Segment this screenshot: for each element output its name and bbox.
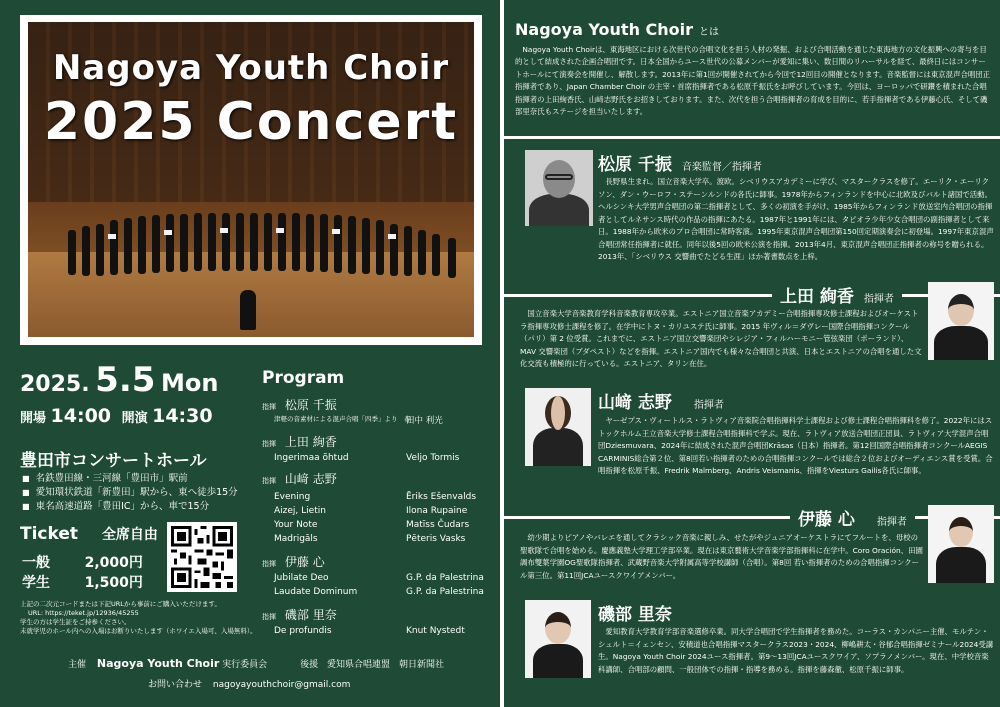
start-label: 開演 [121, 411, 148, 426]
date-day: 5.5 [95, 360, 156, 400]
program-role: 指揮 [262, 560, 276, 568]
work-composer: Knut Nystedt [406, 626, 465, 636]
photo-ueda [928, 282, 994, 360]
price-student [22, 573, 143, 593]
host-name: Nagoya Youth Choir [96, 657, 220, 670]
conductor-name-isobe [598, 600, 672, 625]
conductor-name: 山﨑 志野 [598, 393, 672, 413]
program-block [262, 553, 325, 570]
program-conductor: 磯部 里奈 [284, 608, 337, 622]
price-general [22, 553, 143, 573]
start-time: 14:30 [152, 405, 213, 427]
contact-line [148, 677, 350, 690]
program-block [262, 433, 337, 450]
access-list [22, 472, 238, 514]
conductor-name: 磯部 里奈 [598, 605, 672, 625]
work-composer: Ēriks Ešenvalds [406, 492, 477, 502]
ticket-note: 学生の方は学生証をご持参ください。 [20, 618, 131, 626]
ticket-heading [20, 524, 158, 544]
qr-code-icon [171, 526, 233, 588]
access-item: ■ 愛知環状鉄道「新豊田」駅から、東へ徒歩15分 [22, 486, 238, 500]
host-label: 主催 [68, 660, 87, 670]
about-title-suffix: とは [699, 27, 720, 38]
photo-yamazaki [525, 388, 591, 466]
conductor-role: 指揮者 [876, 517, 907, 528]
program-block [262, 396, 337, 413]
bio-text: 幼少期よりピアノやバレエを通してクラシック音楽に親しみ、せたがやジュニアオーケストラにてフルートを、母校の聖歌隊で合唱を始める。慶應義塾大学理工学部卒業。現在は東京藝術大学音楽学部指揮科に在学中。Coro Oración、田園調布雙葉学園OG聖歌隊指揮者、武蔵野音楽大学附属高等学校講師（合唱）。第8回 若い指揮者のための合唱指揮コンクール第三位。第11回JCAユースクワイアメンバー。 [520, 533, 923, 580]
program-conductor: 山﨑 志野 [284, 472, 337, 486]
conductor-bio [598, 176, 994, 264]
work-title: De profundis [274, 626, 332, 636]
about-title-name: Nagoya Youth Choir [515, 20, 694, 39]
program-title: Program [262, 368, 345, 388]
conductor-name-ueda [772, 282, 902, 307]
work-composer: Veljo Tormis [406, 453, 460, 463]
access-item: ■ 東名高速道路「豊田IC」から、車で15分 [22, 500, 238, 514]
concert-title-line1: Nagoya Youth Choir [52, 48, 450, 88]
program-role: 指揮 [262, 403, 276, 411]
work-composer: Matīss Čudars [406, 520, 470, 530]
bio-text: ヤーゼプス・ヴィートルス・ラトヴィア音楽院合唱指揮科学士課程および修士課程合唱指揮科を修了。2022年にはストックホルム王立音楽大学修士課程合唱指揮科で学ぶ。現在、ラトヴィア放送合唱団正団員、ラトヴィア大学混声合唱団Dziesmuvara、2024年に結成された混声合唱団Krāsas（日本）指揮者。第12回国際合唱指揮者コンクールAEGIS CARMINIS総合第２位、第8回若い指揮者のための合唱指揮コンクールでは総合２位およびオーディエンス賞を受賞。合唱指揮を松原千振、Fredrik Malmberg、Andris Veismanis、指揮をViesturs Gailis各氏に師事。 [598, 416, 993, 475]
program-role: 指揮 [262, 477, 276, 485]
work-title: Ingerimaa õhtud [274, 453, 349, 463]
program-conductor: 上田 絢香 [284, 435, 337, 449]
date-weekday: Mon [160, 369, 219, 397]
access-item: ■ 名鉄豊田線・三河線「豊田市」駅前 [22, 472, 238, 486]
conductor-bio [520, 308, 924, 371]
conductor-name: 松原 千振 [598, 155, 672, 175]
conductor-name: 伊藤 心 [798, 510, 855, 530]
date-year: 2025. [20, 372, 90, 397]
choir-singers [68, 212, 468, 292]
ticket-url[interactable]: URL: https://teket.jp/12936/45255 [28, 609, 139, 617]
bio-text: 愛知教育大学教育学部音楽選修卒業。同大学合唱団で学生指揮者を務めた。コーラス・カンパニー主催、モルテン・シュルト＝イェンセン、安積道也合唱指揮マスタークラス2023・2024、柳嶋耕太・谷郁合唱指揮ゼミナール2024受講生。Nagoya Youth Choir 2024ユース指揮者。第9〜13回JCAユースクワイア、ソプラノメンバー。現在、中学校音楽科講師、合唱部の顧問、一般団体での指揮・指導を務める。指揮を藤森徹、松原千振に師事。 [598, 627, 994, 674]
work-title: Madrigāls [274, 534, 318, 544]
student-label: 学生 [22, 575, 50, 591]
column-divider [500, 0, 504, 707]
program-conductor: 伊藤 心 [284, 555, 325, 569]
work-title: Evening [274, 492, 311, 502]
conductor-bio [598, 415, 994, 478]
concert-times [20, 405, 213, 427]
work-title: Laudate Dominum [274, 587, 358, 597]
concert-date [20, 360, 218, 400]
program-conductor: 松原 千振 [284, 398, 337, 412]
ticket-qr-code[interactable] [167, 522, 237, 592]
ticket-note: 上記の二次元コードまたは下記URLから事前にご購入いただけます。 [20, 600, 221, 608]
conductor-role: 音楽監督／指揮者 [681, 162, 762, 173]
conductor-bio [598, 626, 994, 676]
support-names: 愛知県合唱連盟 朝日新聞社 [326, 660, 444, 670]
section-rule [504, 294, 1000, 297]
general-label: 一般 [22, 555, 50, 571]
work-title: Your Note [274, 520, 318, 530]
seating-type: 全席自由 [101, 527, 158, 543]
venue-name: 豊田市コンサートホール [20, 451, 207, 471]
about-title [515, 20, 719, 39]
student-price: 1,500円 [84, 575, 143, 591]
contact-email[interactable]: nagoyayouthchoir@gmail.com [212, 680, 351, 690]
bio-text: 国立音楽大学音楽教育学科音楽教育専攻卒業。エストニア国立音楽アカデミー合唱指揮専攻修士課程およびオーケストラ指揮専攻修士課程を修了。在学中にトヌ・カリユステ氏に師事。2015 年ヴィル＝ダヴレー国際合唱指揮コンクール（パリ）第 2 位受賞。これまでに、エストニア国立交響楽団やシレジア・フィルハーモニー管弦楽団（ポーランド）、MAV 交響楽団（ブダペスト）などを指揮。エストニア国内でも様々な合唱団と共演、日本とエストニアの合唱を通した文化交流も積極的に行っている。エストニア、タリン在住。 [520, 309, 922, 368]
contact-label: お問い合わせ [148, 680, 203, 690]
photo-matsubara [525, 150, 593, 226]
ticket-note: 未就学児のホール内への入場はお断りいたします（ホワイエ入場可、入場無料）。 [20, 627, 257, 635]
program-role: 指揮 [262, 613, 276, 621]
conductor-name: 上田 絢香 [780, 287, 854, 307]
work-composer: Pēteris Vasks [406, 534, 466, 544]
ticket-prices [22, 553, 143, 593]
photo-isobe [525, 600, 591, 678]
work-title: Aizej, Lietin [274, 506, 326, 516]
work-title: Jubilate Deo [274, 573, 329, 583]
concert-title-line2: 2025 Concert [43, 92, 459, 152]
work-composer: G.P. da Palestrina [406, 587, 484, 597]
work-composer: G.P. da Palestrina [406, 573, 484, 583]
photo-ito [928, 505, 994, 583]
ticket-title: Ticket [20, 524, 79, 544]
conductor-role: 指揮者 [863, 294, 894, 305]
program-role: 指揮 [262, 440, 276, 448]
work-title: 津軽の音素材による混声合唱「四季」より 春 [274, 415, 411, 423]
conductor-name-ito [790, 505, 915, 530]
conductor-role: 指揮者 [693, 400, 724, 411]
conductor-figure [240, 290, 256, 330]
conductor-name-matsubara [598, 150, 762, 175]
support-label: 後援 [300, 660, 319, 670]
bio-text: 長野県生まれ。国立音楽大学卒。渡欧。シベリウスアカデミーに学び、マスタークラスを修了。エーリク・エーリクソン、ダン・ウーロフ・ステーンルンドの各氏に師事。1978年からフィンランドを中心に北欧及びバルト諸国で活動。ヘルシンキ大学男声合唱団の第二指揮者として、多くの初演を手がけ、1985年からフィンランド放送室内合唱団の指揮者としてルネサンス時代の作品の指揮にあたる。1987年と1991年には、タピオラ少年少女合唱団の副指揮者として来日。1988年から欧米のプロ合唱団に常時客演。1995年東京混声合唱団第150回定期演奏会に初登場。1997年東京混声合唱団常任指揮者に就任。同年以後5回の欧米公演を指揮。2013年4月、東京混声合唱団正指揮者の称号を贈られる。2013年、「シベリウス 交響曲でたどる生涯」ほか著書数点を上梓。 [598, 177, 994, 261]
conductor-bio [520, 532, 924, 582]
program-block [262, 470, 337, 487]
section-rule [504, 516, 1000, 519]
work-composer: 田中 利光 [406, 416, 443, 426]
host-suffix: 実行委員会 [222, 660, 268, 670]
organizer-line [68, 657, 444, 670]
section-rule [504, 136, 1000, 139]
open-time: 14:00 [50, 405, 112, 427]
work-composer: Ilona Rupaine [406, 506, 468, 516]
conductor-name-yamazaki [598, 388, 724, 413]
open-label: 開場 [20, 411, 47, 426]
general-price: 2,000円 [84, 555, 143, 571]
ticket-notes [20, 600, 270, 636]
program-block [262, 606, 337, 623]
about-text: Nagoya Youth Choirは、東海地区における次世代の合唱文化を担う人材の発掘、および合唱活動を通じた東海地方の文化振興への寄与を目的として結成された企画合唱団です。日本全国からユース世代の公募メンバーが愛知に集い、数日間のリハーサルを経て、最終日にはコンサートホールにて演奏会を開催し、解散します。2013年に第1回が開催されてから今回で12回目の開催となります。音楽監督には東京混声合唱団正指揮者であり、Japan Chamber Choir の主宰・首席指揮者である松原千振氏をお呼びしています。今回は、ヨーロッパで研鑽を積まれた合唱指揮者の上田絢香氏、山﨑志野氏をお招きしております。また、次代を担う合唱指揮者の育成を目的に、若手指揮者である伊藤心氏、そして磯部里奈氏もステージを担当いたします。 [515, 45, 991, 117]
